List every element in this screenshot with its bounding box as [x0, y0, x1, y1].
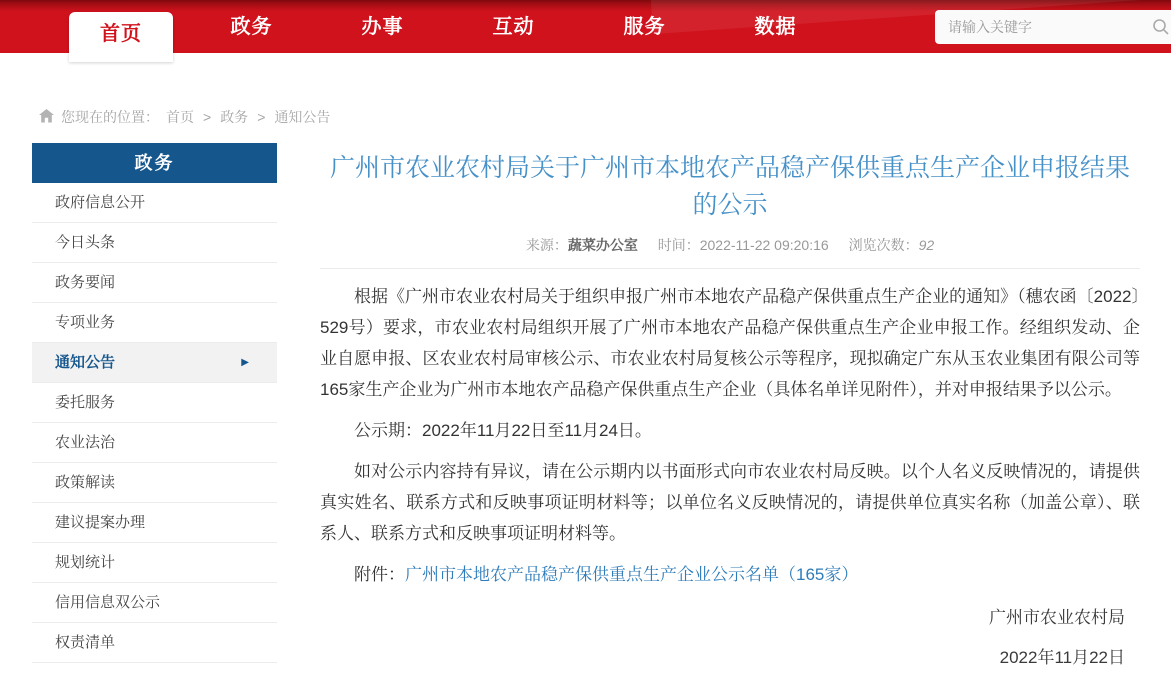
nav-tabs — [55, 0, 841, 62]
sidebar-item-agri-law[interactable]: 农业法治 — [32, 423, 277, 463]
sidebar-item-label: 通知公告 — [55, 354, 116, 371]
breadcrumb-prefix: 您现在的位置： — [61, 109, 159, 125]
signature-date: 2022年11月22日 — [999, 648, 1125, 667]
breadcrumb — [39, 107, 330, 127]
time-value: 2022-11-22 09:20:16 — [699, 237, 829, 253]
sidebar-item-policy-interpretation[interactable]: 政策解读 — [32, 463, 277, 503]
views-value: 92 — [918, 237, 935, 253]
tab-interaction[interactable]: 互动 — [492, 16, 535, 38]
sidebar-item-gov-info-disclosure[interactable]: 政府信息公开 — [32, 183, 277, 223]
source-label: 来源： — [525, 237, 568, 253]
sidebar-item-today-headlines[interactable]: 今日头条 — [32, 223, 277, 263]
tab-handle-affairs[interactable]: 办事 — [361, 16, 404, 38]
sidebar — [32, 143, 277, 677]
breadcrumb-item-home[interactable]: 首页 — [166, 109, 194, 125]
tab-data[interactable]: 数据 — [754, 16, 797, 38]
breadcrumb-separator: > — [203, 109, 212, 125]
article-meta — [320, 236, 1140, 254]
search-input[interactable] — [948, 10, 1138, 44]
sidebar-item-planning-statistics[interactable]: 规划统计 — [32, 543, 277, 583]
breadcrumb-item-gov-affairs[interactable]: 政务 — [220, 109, 249, 125]
time-label: 时间： — [657, 237, 700, 253]
sidebar-item-credit-disclosure[interactable]: 信用信息双公示 — [32, 583, 277, 623]
sidebar-item-entrusted-services[interactable]: 委托服务 — [32, 383, 277, 423]
tab-home[interactable]: 首页 — [69, 12, 173, 62]
sidebar-title: 政务 — [32, 143, 277, 183]
search-box — [935, 10, 1171, 44]
article-title: 广州市农业农村局关于广州市本地农产品稳产保供重点生产企业申报结果的公示 — [330, 154, 1131, 219]
article-paragraph-3: 如对公示内容持有异议，请在公示期内以书面形式向市农业农村局反映。以个人名义反映情况的，请提供真实姓名、联系方式和反映事项证明材料等；以单位名义反映情况的，请提供单位真实名称（加盖公章）、联系人、联系方式和反映事项证明材料等。 — [320, 462, 1140, 543]
tab-gov-affairs[interactable]: 政务 — [230, 16, 273, 38]
top-navbar — [0, 0, 1171, 53]
article — [320, 150, 1140, 678]
attachment-link[interactable]: 广州市本地农产品稳产保供重点生产企业公示名单（165家） — [405, 565, 859, 584]
sidebar-item-notices[interactable] — [32, 343, 277, 383]
chevron-right-icon: ▶ — [241, 357, 249, 368]
sidebar-item-proposals-handling[interactable]: 建议提案办理 — [32, 503, 277, 543]
sidebar-item-special-business[interactable]: 专项业务 — [32, 303, 277, 343]
article-paragraph-1: 根据《广州市农业农村局关于组织申报广州市本地农产品稳产保供重点生产企业的通知》（穗农函〔2022〕529号）要求，市农业农村局组织开展了广州市本地农产品稳产保供重点生产企业申报工作。经组织发动、企业自愿申报、区农业农村局审核公示、市农业农村局复核公示等程序，现拟确定广东从玉农业集团有限公司等165家生产企业为广州市本地农产品稳产保供重点生产企业（具体名单详见附件），并对申报结果予以公示。 — [320, 287, 1140, 399]
signature-org: 广州市农业农村局 — [989, 608, 1125, 627]
sidebar-item-gov-news[interactable]: 政务要闻 — [32, 263, 277, 303]
signature-block — [320, 598, 1140, 678]
source-value: 蔬菜办公室 — [567, 237, 638, 253]
attachment-label: 附件： — [354, 565, 405, 584]
sidebar-item-power-responsibility-list[interactable]: 权责清单 — [32, 623, 277, 663]
search-icon[interactable] — [1152, 18, 1170, 36]
views-label: 浏览次数： — [848, 237, 919, 253]
breadcrumb-item-notices[interactable]: 通知公告 — [274, 109, 331, 125]
home-icon — [39, 109, 54, 126]
breadcrumb-separator: > — [257, 109, 266, 125]
article-paragraph-2: 公示期：2022年11月22日至11月24日。 — [354, 421, 652, 440]
tab-service[interactable]: 服务 — [623, 16, 666, 38]
meta-divider — [320, 268, 1140, 269]
attachment-row — [320, 559, 1140, 590]
